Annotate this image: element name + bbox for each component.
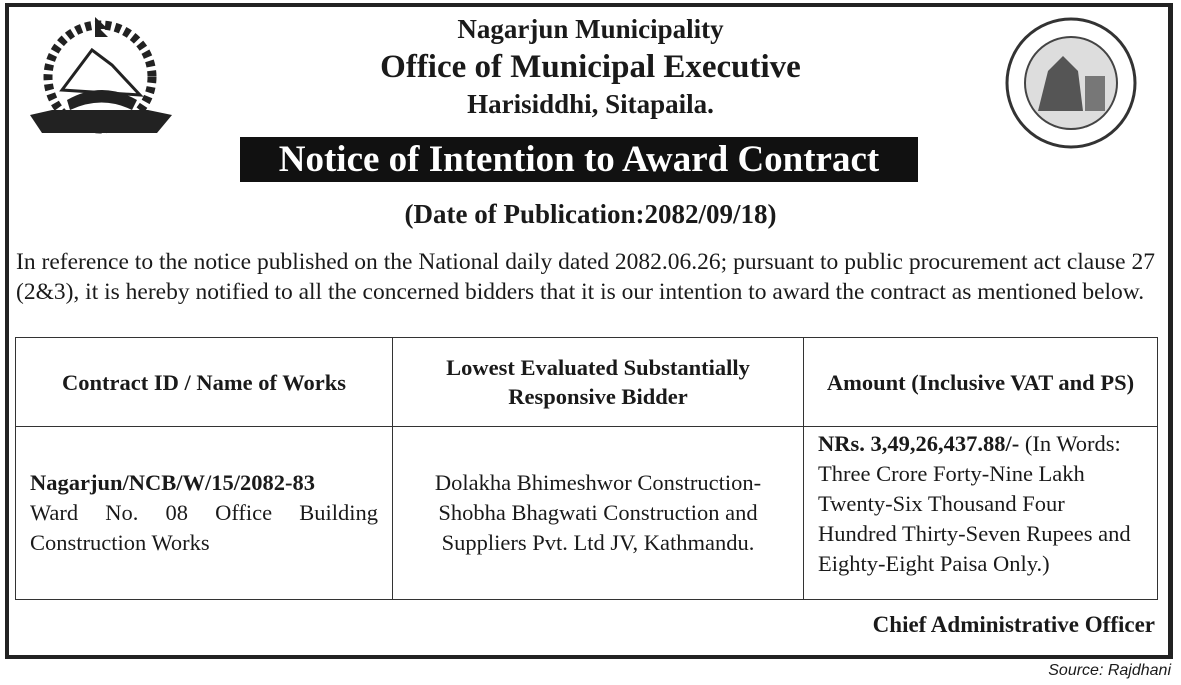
contract-id: Nagarjun/NCB/W/15/2082-83 — [30, 470, 316, 495]
publication-date: (Date of Publication:2082/09/18) — [404, 199, 777, 229]
source-credit: Source: Rajdhani — [1048, 662, 1171, 679]
bidder-cell: Dolakha Bhimeshwor Construction-Shobha Bhagwati Construction and Suppliers Pvt. Ltd JV, Kathmandu. — [393, 427, 804, 600]
notice-title: Notice of Intention to Award Contract — [240, 137, 918, 182]
table-row — [16, 427, 1158, 600]
amount-words: (In Words: Three Crore Forty-Nine Lakh Twenty-Six Thousand Four Hundred Thirty-Seven Rupees and Eighty-Eight Paisa Only.) — [818, 431, 1131, 576]
amount-cell — [804, 427, 1158, 600]
work-name: Ward No. 08 Office Building Construction Works — [30, 500, 378, 555]
office-address: Harisiddhi, Sitapaila. — [467, 89, 714, 119]
notice-paragraph: In reference to the notice published on the National daily dated 2082.06.26; pursuant to public procurement act clause 27 (2&3), it is hereby notified to all the concerned bidders that it is our intention to award the contract as mentioned below. — [16, 249, 1155, 305]
municipality-name: Nagarjun Municipality — [457, 14, 724, 44]
col-header-bidder: Lowest Evaluated Substantially Responsive Bidder — [393, 338, 804, 427]
col-header-contract: Contract ID / Name of Works — [16, 338, 393, 427]
office-name: Office of Municipal Executive — [380, 49, 801, 85]
contract-table — [15, 337, 1158, 600]
table-header-row — [16, 338, 1158, 427]
amount-figure: NRs. 3,49,26,437.88/- — [818, 431, 1020, 456]
contract-cell — [16, 427, 393, 600]
signatory: Chief Administrative Officer — [872, 612, 1155, 637]
col-header-amount: Amount (Inclusive VAT and PS) — [804, 338, 1158, 427]
